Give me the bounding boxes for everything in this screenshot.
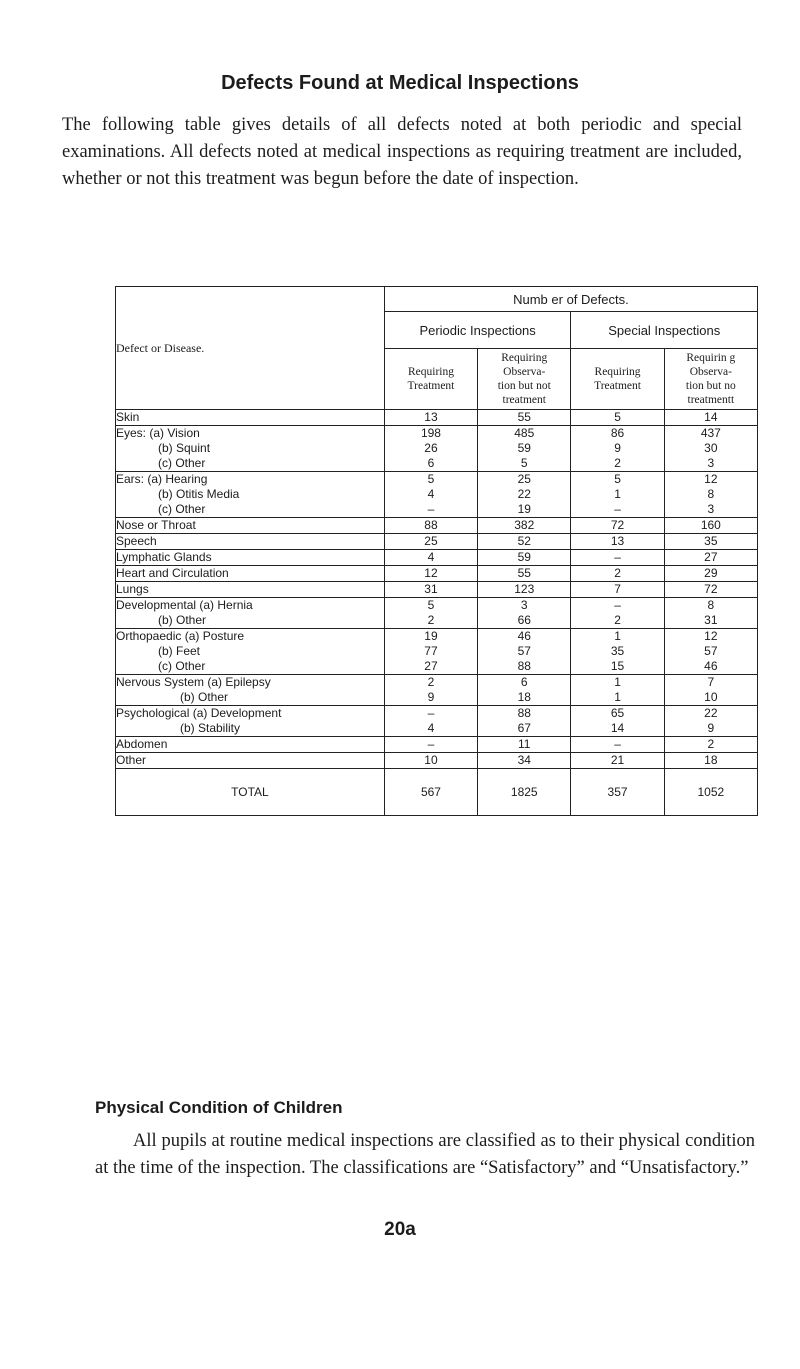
value: 88 bbox=[517, 706, 531, 720]
value: 1 bbox=[614, 690, 621, 704]
table-row bbox=[116, 737, 758, 753]
value: 12 bbox=[704, 629, 718, 643]
value: 30 bbox=[704, 441, 718, 455]
value: 46 bbox=[517, 629, 531, 643]
value: 160 bbox=[700, 518, 721, 532]
total-periodic-treatment: 567 bbox=[384, 769, 477, 816]
cell-special-treatment bbox=[571, 550, 664, 566]
value: 4 bbox=[427, 721, 435, 735]
total-row bbox=[116, 769, 758, 816]
cell-special-observation bbox=[664, 629, 757, 675]
defect-line: (b) Squint bbox=[158, 441, 211, 455]
cell-special-observation bbox=[664, 550, 757, 566]
defect-label bbox=[116, 410, 385, 426]
cell-periodic-treatment bbox=[384, 426, 477, 472]
value: 19 bbox=[424, 629, 438, 643]
number-of-defects-header: Numb er of Defects. bbox=[384, 287, 757, 312]
cell-periodic-observation bbox=[478, 518, 571, 534]
value: 2 bbox=[614, 566, 621, 580]
value: 12 bbox=[424, 566, 438, 580]
cell-special-treatment bbox=[571, 598, 664, 629]
value: 3 bbox=[520, 598, 528, 612]
value: 8 bbox=[707, 487, 715, 501]
value: 5 bbox=[427, 598, 435, 612]
value: 19 bbox=[517, 502, 531, 516]
value: 27 bbox=[704, 550, 718, 564]
defect-line: Eyes: (a) Vision bbox=[116, 426, 200, 440]
value: 1 bbox=[614, 487, 621, 501]
value: 46 bbox=[704, 659, 718, 673]
defect-label bbox=[116, 534, 385, 550]
total-periodic-observation: 1825 bbox=[478, 769, 571, 816]
cell-special-observation bbox=[664, 582, 757, 598]
value: 1 bbox=[614, 675, 621, 689]
cell-special-treatment bbox=[571, 675, 664, 706]
defect-label bbox=[116, 472, 385, 518]
cell-periodic-treatment bbox=[384, 566, 477, 582]
defects-table bbox=[115, 286, 758, 816]
value: 14 bbox=[610, 721, 625, 735]
defect-label bbox=[116, 550, 385, 566]
value: 5 bbox=[614, 472, 621, 486]
table-row bbox=[116, 706, 758, 737]
special-observation-header: Requirin g Observa- tion but no treatmentt bbox=[664, 349, 757, 410]
defect-label bbox=[116, 706, 385, 737]
value: 26 bbox=[424, 441, 438, 455]
defect-label bbox=[116, 582, 385, 598]
defect-line: (b) Stability bbox=[180, 721, 241, 735]
cell-special-treatment bbox=[571, 753, 664, 769]
value: 12 bbox=[704, 472, 718, 486]
cell-periodic-observation bbox=[478, 566, 571, 582]
cell-special-treatment bbox=[571, 737, 664, 753]
table-row bbox=[116, 518, 758, 534]
defect-line: Psychological (a) Development bbox=[116, 706, 282, 720]
value: 55 bbox=[517, 566, 531, 580]
value: 2 bbox=[427, 675, 435, 689]
defect-line: Lungs bbox=[116, 582, 149, 596]
defect-label bbox=[116, 566, 385, 582]
defects-table-body bbox=[116, 410, 758, 769]
cell-special-treatment bbox=[571, 582, 664, 598]
cell-periodic-observation bbox=[478, 410, 571, 426]
value: 4 bbox=[427, 550, 435, 564]
defect-line: (b) Other bbox=[180, 690, 229, 704]
defect-label bbox=[116, 426, 385, 472]
cell-periodic-treatment bbox=[384, 706, 477, 737]
cell-periodic-observation bbox=[478, 737, 571, 753]
cell-special-treatment bbox=[571, 534, 664, 550]
cell-periodic-observation bbox=[478, 675, 571, 706]
value: 18 bbox=[517, 690, 531, 704]
table-row bbox=[116, 426, 758, 472]
value: 9 bbox=[427, 690, 435, 704]
value: – bbox=[614, 550, 621, 564]
total-special-treatment: 357 bbox=[571, 769, 664, 816]
defect-line: Speech bbox=[116, 534, 157, 548]
value: 25 bbox=[517, 472, 531, 486]
defect-line: (b) Feet bbox=[158, 644, 201, 658]
value: 88 bbox=[424, 518, 438, 532]
value: 9 bbox=[614, 441, 621, 455]
defect-line: Abdomen bbox=[116, 737, 168, 751]
cell-special-observation bbox=[664, 598, 757, 629]
cell-periodic-treatment bbox=[384, 753, 477, 769]
defect-line: (c) Other bbox=[158, 456, 206, 470]
intro-paragraph: The following table gives details of all defects noted at both periodic and special examinations. All defects noted at medical inspections as requiring treatment are included, whether or not this treatment was begun before the date of inspection. bbox=[62, 115, 742, 189]
cell-special-observation bbox=[664, 737, 757, 753]
value: 29 bbox=[704, 566, 718, 580]
periodic-treatment-header: Requiring Treatment bbox=[384, 349, 477, 410]
value: 72 bbox=[704, 582, 718, 596]
cell-special-observation bbox=[664, 472, 757, 518]
defect-line: Lymphatic Glands bbox=[116, 550, 212, 564]
value: 123 bbox=[514, 582, 535, 596]
periodic-inspections-header: Periodic Inspections bbox=[384, 312, 571, 349]
value: 57 bbox=[517, 644, 531, 658]
cell-special-observation bbox=[664, 566, 757, 582]
value: 13 bbox=[610, 534, 625, 548]
value: 6 bbox=[520, 675, 528, 689]
value: 22 bbox=[517, 487, 531, 501]
cell-special-observation bbox=[664, 426, 757, 472]
defect-line: Ears: (a) Hearing bbox=[116, 472, 208, 486]
value: 9 bbox=[707, 721, 715, 735]
value: 59 bbox=[517, 550, 531, 564]
table-row bbox=[116, 582, 758, 598]
cell-special-observation bbox=[664, 534, 757, 550]
value: 8 bbox=[707, 598, 715, 612]
cell-periodic-treatment bbox=[384, 534, 477, 550]
value: 31 bbox=[424, 582, 438, 596]
defect-line: Heart and Circulation bbox=[116, 566, 229, 580]
value: 7 bbox=[614, 582, 621, 596]
cell-periodic-treatment bbox=[384, 518, 477, 534]
value: 77 bbox=[424, 644, 438, 658]
value: 25 bbox=[424, 534, 438, 548]
section-paragraph: All pupils at routine medical inspections are classified as to their physical condition at the time of the inspection. The classifications are “Satisfactory” and “Unsatisfactory.” bbox=[95, 1131, 755, 1178]
special-treatment-header: Requiring Treatment bbox=[571, 349, 664, 410]
value: 5 bbox=[427, 472, 435, 486]
value: 6 bbox=[427, 456, 435, 470]
value: – bbox=[614, 737, 621, 751]
value: 52 bbox=[517, 534, 531, 548]
cell-special-treatment bbox=[571, 566, 664, 582]
value: 35 bbox=[704, 534, 718, 548]
cell-special-treatment bbox=[571, 706, 664, 737]
value: 31 bbox=[704, 613, 718, 627]
cell-special-treatment bbox=[571, 426, 664, 472]
value: 66 bbox=[517, 613, 531, 627]
value: 5 bbox=[614, 410, 621, 424]
value: 88 bbox=[517, 659, 531, 673]
value: 437 bbox=[700, 426, 721, 440]
cell-special-observation bbox=[664, 410, 757, 426]
defect-line: Developmental (a) Hernia bbox=[116, 598, 253, 612]
cell-periodic-treatment bbox=[384, 675, 477, 706]
value: 7 bbox=[707, 675, 715, 689]
cell-periodic-observation bbox=[478, 629, 571, 675]
value: 1 bbox=[614, 629, 621, 643]
cell-periodic-observation bbox=[478, 582, 571, 598]
cell-special-treatment bbox=[571, 472, 664, 518]
value: 10 bbox=[704, 690, 718, 704]
value: 67 bbox=[517, 721, 531, 735]
cell-periodic-observation bbox=[478, 472, 571, 518]
defect-label bbox=[116, 737, 385, 753]
value: – bbox=[427, 706, 435, 720]
defect-line: Orthopaedic (a) Posture bbox=[116, 629, 245, 643]
value: 2 bbox=[427, 613, 435, 627]
value: 18 bbox=[704, 753, 718, 767]
cell-periodic-observation bbox=[478, 550, 571, 566]
value: 2 bbox=[614, 613, 621, 627]
special-inspections-header: Special Inspections bbox=[571, 312, 758, 349]
value: 2 bbox=[707, 737, 715, 751]
value: 11 bbox=[518, 737, 531, 751]
table-row bbox=[116, 550, 758, 566]
value: 35 bbox=[610, 644, 625, 658]
total-special-observation: 1052 bbox=[664, 769, 757, 816]
defect-line: (c) Other bbox=[158, 502, 206, 516]
defect-label bbox=[116, 518, 385, 534]
value: 3 bbox=[707, 456, 715, 470]
cell-periodic-treatment bbox=[384, 582, 477, 598]
section-heading: Physical Condition of Children bbox=[95, 1098, 343, 1117]
value: 72 bbox=[610, 518, 625, 532]
table-row bbox=[116, 598, 758, 629]
cell-special-observation bbox=[664, 706, 757, 737]
cell-special-observation bbox=[664, 518, 757, 534]
table-row bbox=[116, 753, 758, 769]
value: 86 bbox=[610, 426, 625, 440]
page-title: Defects Found at Medical Inspections bbox=[221, 72, 579, 94]
cell-special-treatment bbox=[571, 518, 664, 534]
value: 57 bbox=[704, 644, 718, 658]
cell-periodic-treatment bbox=[384, 472, 477, 518]
value: 22 bbox=[704, 706, 718, 720]
value: 4 bbox=[427, 487, 435, 501]
defect-column-header: Defect or Disease. bbox=[116, 287, 385, 410]
cell-special-treatment bbox=[571, 629, 664, 675]
table-row bbox=[116, 472, 758, 518]
value: – bbox=[427, 737, 435, 751]
defect-line: Nose or Throat bbox=[116, 518, 196, 532]
value: – bbox=[427, 502, 435, 516]
table-row bbox=[116, 566, 758, 582]
cell-periodic-observation bbox=[478, 598, 571, 629]
cell-periodic-treatment bbox=[384, 598, 477, 629]
value: 65 bbox=[610, 706, 625, 720]
defect-label bbox=[116, 629, 385, 675]
defect-line: (b) Other bbox=[158, 613, 207, 627]
defect-line: (b) Otitis Media bbox=[158, 487, 240, 501]
value: 13 bbox=[424, 410, 438, 424]
cell-periodic-treatment bbox=[384, 550, 477, 566]
value: 382 bbox=[514, 518, 535, 532]
cell-special-observation bbox=[664, 753, 757, 769]
value: 15 bbox=[610, 659, 625, 673]
value: 14 bbox=[704, 410, 718, 424]
defect-label bbox=[116, 753, 385, 769]
value: 55 bbox=[517, 410, 531, 424]
cell-special-observation bbox=[664, 675, 757, 706]
value: 59 bbox=[517, 441, 531, 455]
table-row bbox=[116, 534, 758, 550]
value: 2 bbox=[614, 456, 621, 470]
value: 34 bbox=[517, 753, 531, 767]
defect-label bbox=[116, 598, 385, 629]
cell-periodic-observation bbox=[478, 706, 571, 737]
value: – bbox=[614, 598, 621, 612]
value: 27 bbox=[424, 659, 438, 673]
periodic-observation-header: Requiring Observa- tion but not treatment bbox=[478, 349, 571, 410]
cell-periodic-observation bbox=[478, 753, 571, 769]
page-number: 20a bbox=[384, 1219, 416, 1240]
value: 485 bbox=[514, 426, 535, 440]
table-row bbox=[116, 410, 758, 426]
defect-line: (c) Other bbox=[158, 659, 206, 673]
cell-periodic-treatment bbox=[384, 410, 477, 426]
value: 3 bbox=[707, 502, 715, 516]
table-row bbox=[116, 629, 758, 675]
cell-periodic-observation bbox=[478, 534, 571, 550]
defect-label bbox=[116, 675, 385, 706]
defect-line: Other bbox=[116, 753, 147, 767]
value: 198 bbox=[420, 426, 441, 440]
defect-line: Skin bbox=[116, 410, 140, 424]
cell-periodic-treatment bbox=[384, 629, 477, 675]
total-label: TOTAL bbox=[116, 769, 385, 816]
value: 10 bbox=[424, 753, 438, 767]
cell-periodic-observation bbox=[478, 426, 571, 472]
cell-special-treatment bbox=[571, 410, 664, 426]
value: 21 bbox=[610, 753, 625, 767]
table-row bbox=[116, 675, 758, 706]
defect-line: Nervous System (a) Epilepsy bbox=[116, 675, 271, 689]
cell-periodic-treatment bbox=[384, 737, 477, 753]
value: 5 bbox=[520, 456, 528, 470]
value: – bbox=[614, 502, 621, 516]
